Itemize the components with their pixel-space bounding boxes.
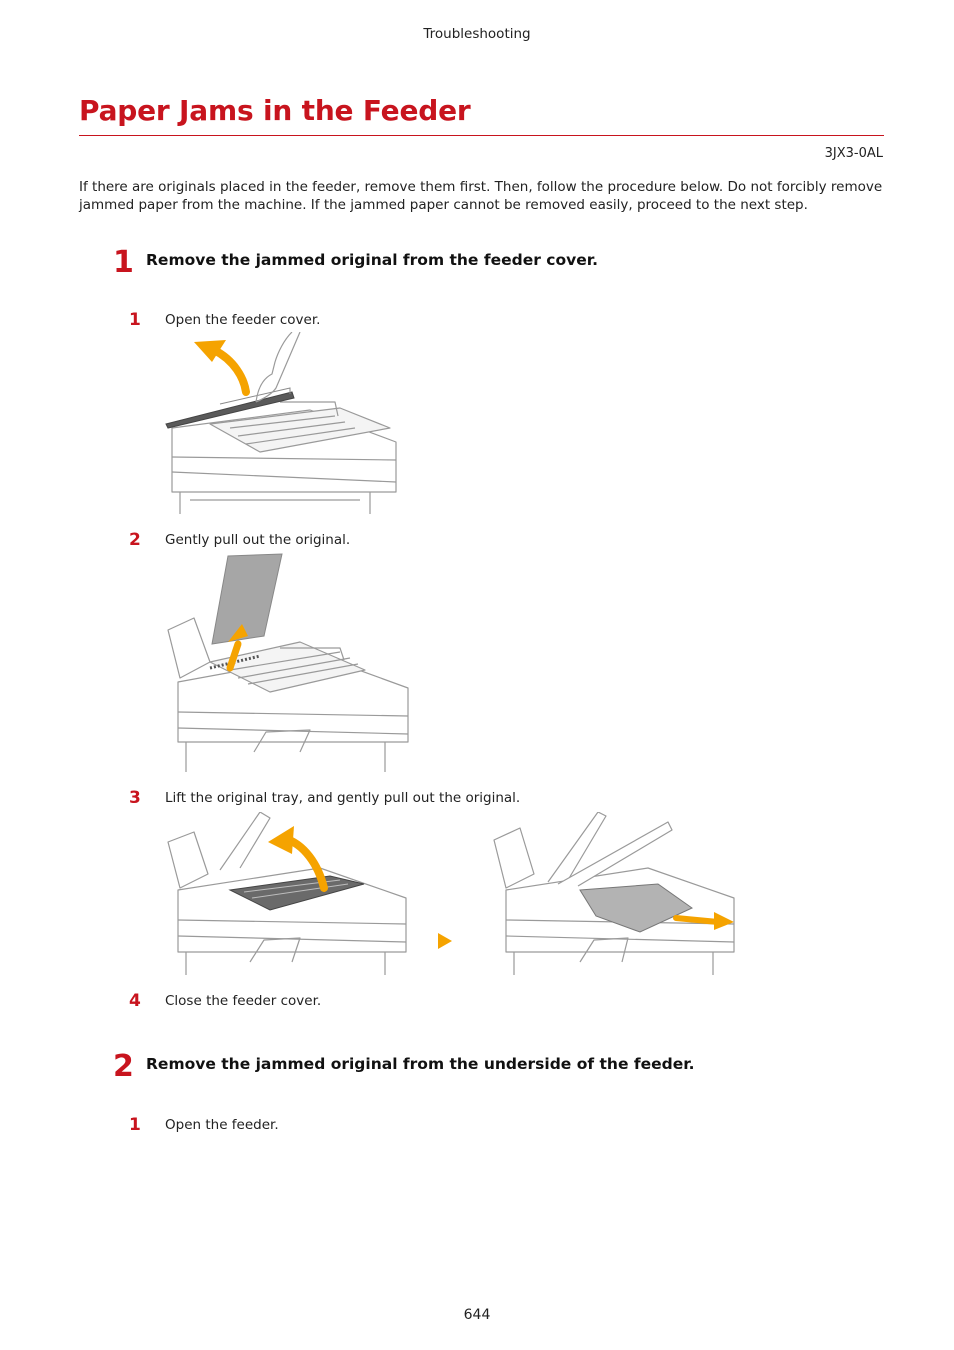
- page-title: Paper Jams in the Feeder: [79, 94, 471, 127]
- step-number: 2: [113, 1049, 134, 1084]
- substep-text: Close the feeder cover.: [165, 993, 322, 1009]
- pull-out-from-tray-illustration: [488, 812, 736, 975]
- open-feeder-cover-illustration: [160, 332, 405, 514]
- substep-text: Gently pull out the original.: [165, 532, 351, 548]
- running-header: Troubleshooting: [423, 26, 531, 42]
- lift-original-tray-illustration: [160, 812, 412, 975]
- next-step-arrow-icon: [436, 932, 454, 950]
- substep-number: 1: [129, 310, 141, 330]
- substep-number: 2: [129, 530, 141, 550]
- substep-text: Open the feeder cover.: [165, 312, 321, 328]
- substep-text: Lift the original tray, and gently pull out the original.: [165, 790, 521, 806]
- page-number: 644: [463, 1307, 491, 1323]
- substep-text: Open the feeder.: [165, 1117, 279, 1133]
- intro-paragraph: If there are originals placed in the feeder, remove them first. Then, follow the procedure below. Do not forcibly remove jammed paper from the machine. If the jammed paper cannot be removed easily, proceed to the next step.: [79, 179, 883, 213]
- step-heading: Remove the jammed original from the underside of the feeder.: [146, 1055, 695, 1073]
- step-heading: Remove the jammed original from the feeder cover.: [146, 251, 599, 269]
- substep-number: 1: [129, 1115, 141, 1135]
- document-code: 3JX3-0AL: [824, 146, 883, 161]
- substep-number: 4: [129, 991, 141, 1011]
- pull-out-original-illustration: [160, 552, 415, 772]
- step-number: 1: [113, 245, 134, 280]
- substep-number: 3: [129, 788, 141, 808]
- title-underline: [79, 135, 884, 136]
